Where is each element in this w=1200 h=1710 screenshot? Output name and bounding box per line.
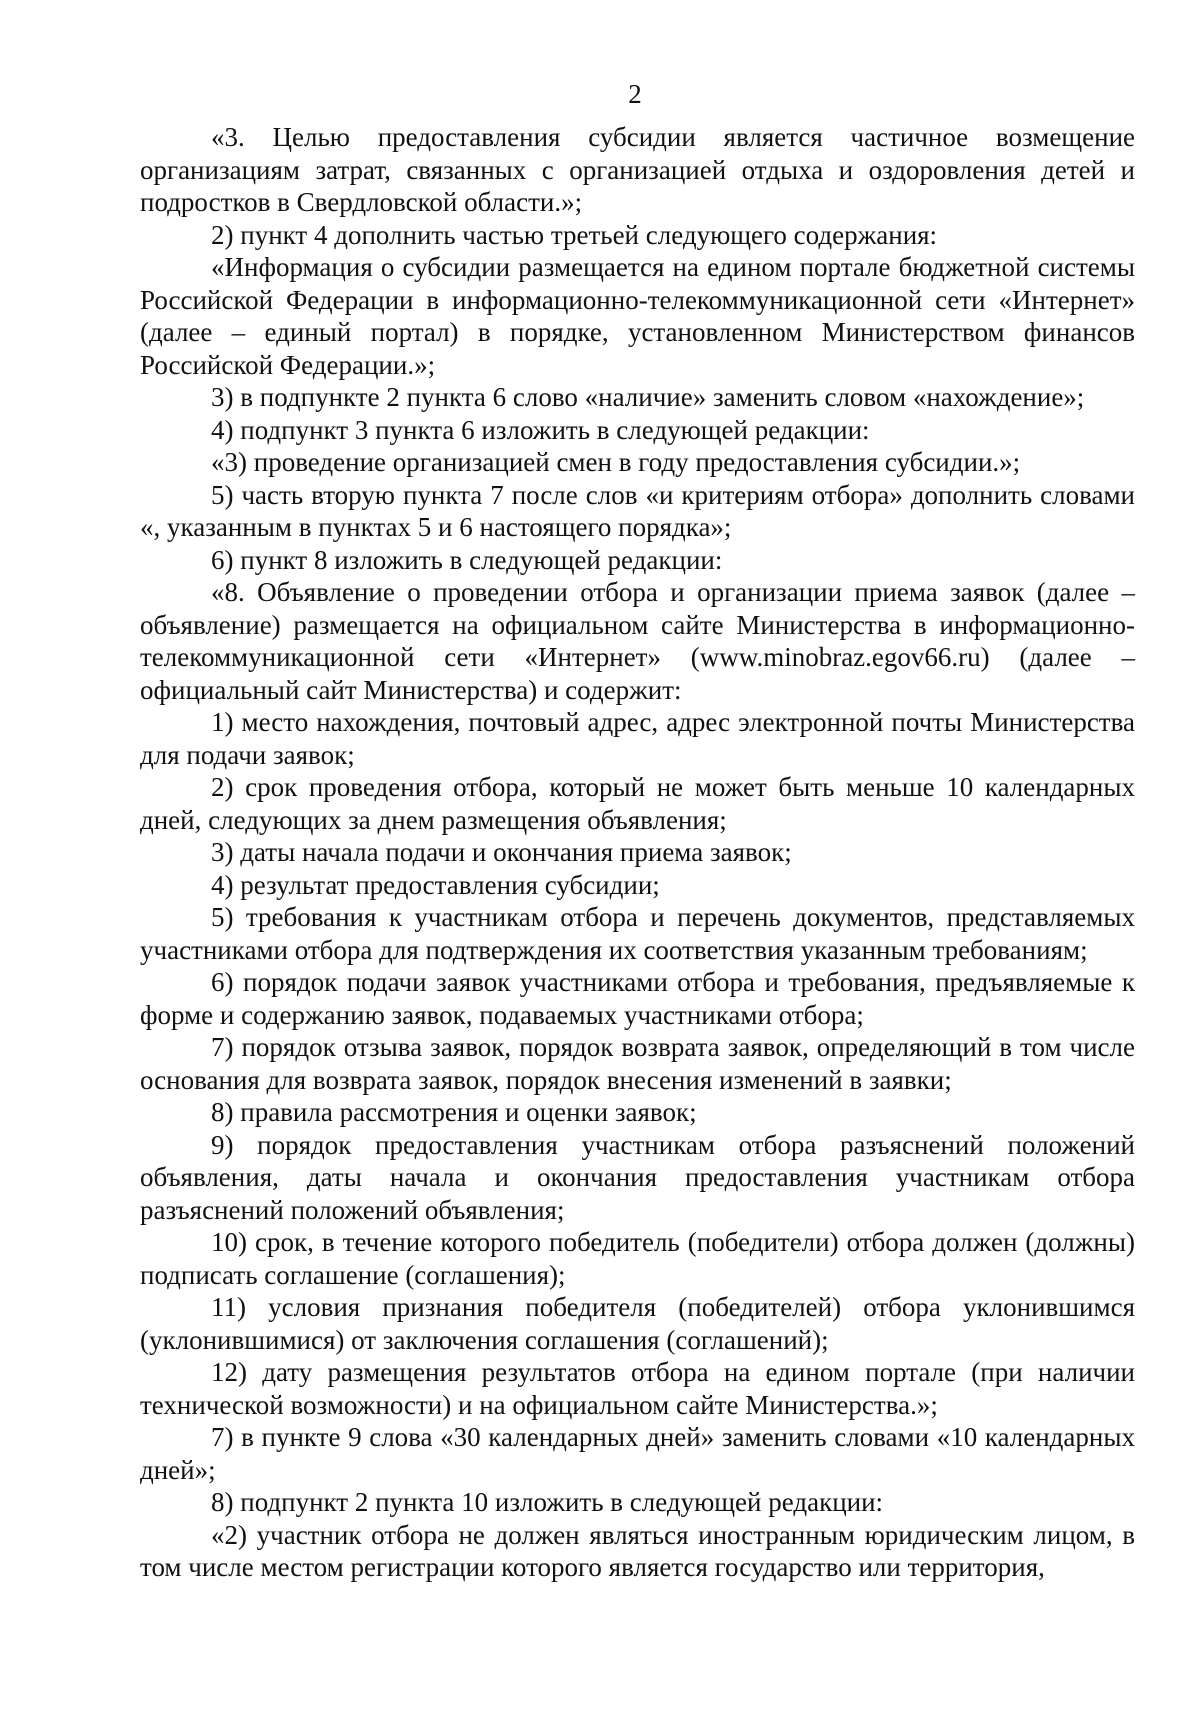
paragraph: 2) срок проведения отбора, который не может быть меньше 10 календарных дней, следующих за днем размещения объявления; (140, 772, 1135, 835)
paragraph: 2) пункт 4 дополнить частью третьей следующего содержания: (211, 219, 938, 250)
paragraph: 9) порядок предоставления участникам отбора разъяснений положений объявления, даты начала и окончания предоставления участникам отбора разъяснений положений объявления; (140, 1129, 1135, 1225)
paragraph: «3. Целью предоставления субсидии является частичное возмещение организациям затрат, связанных с организацией отдыха и оздоровления детей и подростков в Свердловской области.»; (140, 122, 1135, 217)
paragraph: 5) требования к участникам отбора и перечень документов, представляемых участниками отбора для подтверждения их соответствия указанным требованиям; (140, 902, 1135, 965)
paragraph: 12) дату размещения результатов отбора на едином портале (при наличии технической возможности) и на официальном сайте Министерства.»; (140, 1357, 1135, 1420)
paragraph: 3) в подпункте 2 пункта 6 слово «наличие» заменить словом «нахождение»; (211, 382, 1085, 412)
paragraph: 3) даты начала подачи и окончания приема заявок; (211, 837, 792, 867)
paragraph: «3) проведение организацией смен в году предоставления субсидии.»; (211, 447, 1021, 477)
paragraph: 6) порядок подачи заявок участниками отбора и требования, предъявляемые к форме и содержанию заявок, подаваемых участниками отбора; (140, 967, 1135, 1030)
paragraph: 8) подпункт 2 пункта 10 изложить в следующей редакции: (211, 1487, 884, 1517)
paragraph: 7) в пункте 9 слова «30 календарных дней» заменить словами «10 календарных дней»; (140, 1422, 1135, 1485)
paragraph: 10) срок, в течение которого победитель (победители) отбора должен (должны) подписать соглашение (соглашения); (140, 1227, 1135, 1290)
paragraph: 6) пункт 8 изложить в следующей редакции: (211, 544, 723, 575)
paragraph: 4) результат предоставления субсидии; (211, 869, 660, 900)
paragraph: 4) подпункт 3 пункта 6 изложить в следующей редакции: (211, 414, 870, 445)
paragraph: «8. Объявление о проведении отбора и организации приема заявок (далее – объявление) размещается на официальном сайте Министерства в информационно-телекоммуникационной сети «Интернет» (www.minobraz.egov66.ru) (далее – официальный сайт Министерства) и содержит: (140, 577, 1135, 705)
page-number: 2 (628, 79, 642, 109)
document-body (140, 121, 1135, 1584)
paragraph: 8) правила рассмотрения и оценки заявок; (211, 1097, 697, 1127)
paragraph: «2) участник отбора не должен являться иностранным юридическим лицом, в том числе местом регистрации которого является государство или территория, (140, 1519, 1135, 1582)
paragraph: 11) условия признания победителя (победителей) отбора уклонившимся (уклонившимися) от заключения соглашения (соглашений); (140, 1292, 1135, 1355)
paragraph: 7) порядок отзыва заявок, порядок возврата заявок, определяющий в том числе основания для возврата заявок, порядок внесения изменений в заявки; (140, 1032, 1135, 1095)
paragraph: 5) часть вторую пункта 7 после слов «и критериям отбора» дополнить словами «, указанным в пунктах 5 и 6 настоящего порядка»; (140, 479, 1135, 542)
paragraph: 1) место нахождения, почтовый адрес, адрес электронной почты Министерства для подачи заявок; (140, 707, 1135, 770)
paragraph: «Информация о субсидии размещается на едином портале бюджетной системы Российской Федерации в информационно-телекоммуникационной сети «Интернет» (далее – единый портал) в порядке, установленном Министерством финансов Российской Федерации.»; (140, 252, 1135, 380)
